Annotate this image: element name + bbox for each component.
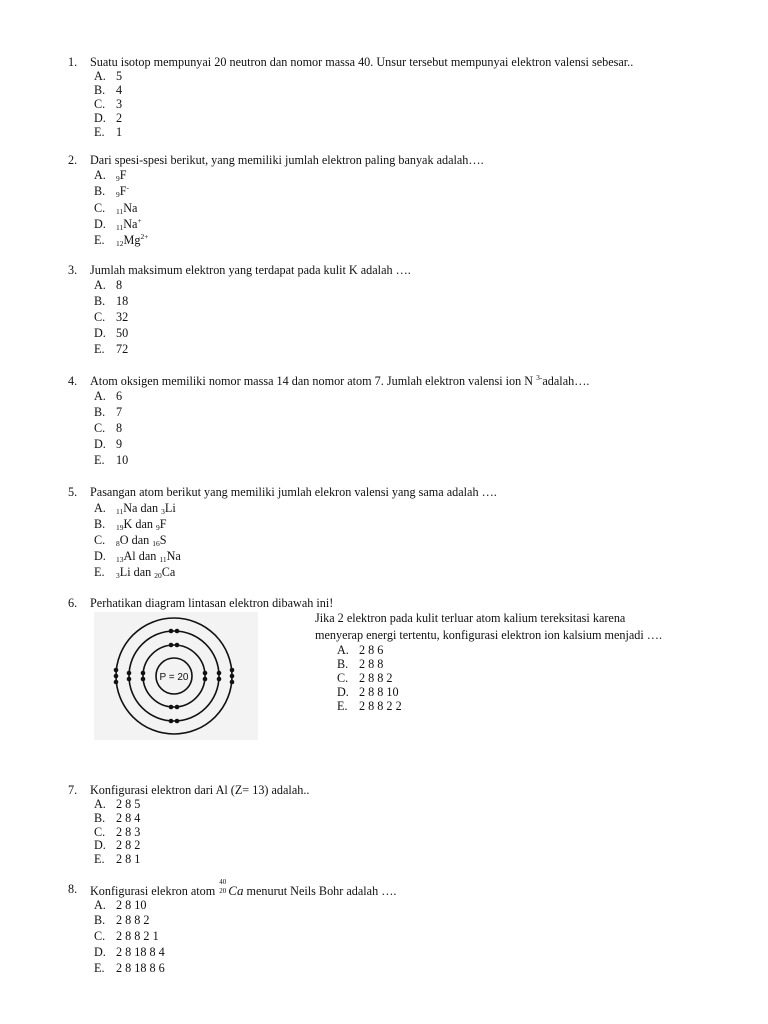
charge: +	[137, 216, 142, 225]
question-text-main: Konfigurasi elekron atom	[90, 884, 216, 898]
option-text: 50	[116, 326, 129, 340]
option-text: 1	[116, 125, 123, 139]
electron	[114, 680, 119, 685]
element-symbol: K	[123, 517, 133, 531]
option-letter: E.	[94, 565, 105, 579]
option-letter: B.	[94, 913, 106, 927]
electron	[175, 643, 180, 648]
question-text: Perhatikan diagram lintasan elektron dibawah ini!	[90, 596, 334, 610]
electron	[230, 668, 235, 673]
question-text: Dari spesi-spesi berikut, yang memiliki jumlah elektron paling banyak adalah….	[90, 153, 484, 167]
option-letter: C.	[94, 533, 106, 547]
option-text: 2 8 4	[116, 811, 141, 825]
option-letter: B.	[337, 657, 349, 671]
element-symbol: O	[119, 533, 129, 547]
atomic-number: 20	[219, 887, 227, 895]
option-text: 18	[116, 294, 129, 308]
electron	[230, 680, 235, 685]
atomic-number: 11	[116, 207, 124, 216]
atomic-number: 16	[152, 539, 160, 548]
electron	[127, 671, 132, 676]
electron	[114, 668, 119, 673]
element-symbol: F	[119, 168, 127, 182]
option-species	[116, 202, 137, 214]
conjunction: dan	[140, 501, 159, 515]
option-letter: A.	[94, 797, 106, 811]
option-letter: E.	[94, 342, 105, 356]
option-letter: C.	[94, 310, 106, 324]
option-text: 3	[116, 97, 123, 111]
option-letter: A.	[94, 278, 106, 292]
option-text: 2 8 1	[116, 852, 141, 866]
option-text: 9	[116, 437, 123, 451]
atomic-number: 9	[116, 190, 120, 199]
question-text: Suatu isotop mempunyai 20 neutron dan nomor massa 40. Unsur tersebut mempunyai elektron valensi sebesar..	[90, 55, 634, 69]
electron	[169, 643, 174, 648]
question-text-main: Atom oksigen memiliki nomor massa 14 dan nomor atom 7. Jumlah elektron valensi ion N	[90, 374, 534, 388]
atomic-number: 13	[116, 555, 124, 564]
question-text-end: adalah….	[542, 374, 590, 388]
option-pair	[116, 534, 167, 546]
option-letter: D.	[337, 685, 349, 699]
option-text: 2 8 18 8 6	[116, 961, 165, 975]
electron	[175, 719, 180, 724]
element-symbol: F	[159, 517, 167, 531]
conjunction: dan	[135, 517, 153, 531]
option-pair	[116, 550, 181, 562]
option-text: 72	[116, 342, 129, 356]
question-side-text: Jika 2 elektron pada kulit terluar atom kalium tereksitasi karena	[315, 611, 626, 625]
electron	[217, 671, 222, 676]
option-text: 2 8 8 2	[116, 913, 150, 927]
conjunction: dan	[138, 549, 157, 563]
option-letter: A.	[337, 643, 349, 657]
mass-number: 40	[219, 878, 227, 886]
option-letter: B.	[94, 811, 106, 825]
element-symbol: Mg	[123, 233, 141, 247]
atomic-number: 20	[154, 571, 162, 580]
option-letter: D.	[94, 326, 106, 340]
electron	[169, 719, 174, 724]
option-letter: A.	[94, 501, 106, 515]
atomic-number: 11	[116, 223, 124, 232]
electron	[169, 629, 174, 634]
option-text: 2 8 8 2 2	[359, 699, 402, 713]
question-text: Pasangan atom berikut yang memiliki jumlah elekron valensi yang sama adalah ….	[90, 485, 497, 499]
option-text: 5	[116, 69, 123, 83]
atomic-number: 19	[116, 523, 124, 532]
option-letter: E.	[337, 699, 348, 713]
question-side-text: menyerap energi tertentu, konfigurasi elektron ion kalsium menjadi ….	[315, 628, 663, 642]
option-text: 2	[116, 111, 123, 125]
electron	[141, 671, 146, 676]
ion-charge: 3-	[536, 373, 543, 382]
option-text: 2 8 8	[359, 657, 384, 671]
atomic-number: 11	[116, 507, 124, 516]
element-symbol: Li	[164, 501, 176, 515]
option-text: 8	[116, 421, 123, 435]
nucleus-label: P = 20	[159, 672, 189, 683]
question-number: 2.	[68, 153, 78, 167]
option-letter: D.	[94, 549, 106, 563]
option-letter: C.	[94, 929, 106, 943]
question-text	[90, 375, 589, 387]
option-pair	[116, 566, 175, 578]
atomic-number: 9	[156, 523, 160, 532]
option-letter: E.	[94, 453, 105, 467]
question-text	[90, 878, 397, 898]
option-letter: C.	[94, 201, 106, 215]
option-text: 2 8 8 2 1	[116, 929, 159, 943]
isotope-notation	[218, 878, 228, 897]
atomic-number: 11	[159, 555, 167, 564]
option-letter: B.	[94, 294, 106, 308]
question-number: 3.	[68, 263, 78, 277]
option-text: 4	[116, 83, 123, 97]
option-pair	[116, 502, 176, 514]
question-number: 6.	[68, 596, 78, 610]
option-letter: D.	[94, 217, 106, 231]
element-symbol: Ca	[161, 565, 176, 579]
option-pair	[116, 518, 167, 530]
question-number: 4.	[68, 374, 78, 388]
electron-shell-diagram	[94, 612, 258, 740]
option-letter: E.	[94, 233, 105, 247]
option-text: 2 8 10	[116, 898, 147, 912]
option-letter: C.	[94, 421, 106, 435]
option-letter: C.	[94, 97, 106, 111]
option-letter: C.	[94, 825, 106, 839]
option-text: 2 8 18 8 4	[116, 945, 165, 959]
element-symbol: S	[159, 533, 167, 547]
electron	[169, 705, 174, 710]
option-letter: D.	[94, 111, 106, 125]
option-letter: B.	[94, 405, 106, 419]
electron	[175, 629, 180, 634]
atomic-number: 3	[161, 507, 165, 516]
question-number: 8.	[68, 882, 78, 896]
option-text: 2 8 5	[116, 797, 141, 811]
electron	[141, 677, 146, 682]
option-text: 32	[116, 310, 129, 324]
option-species	[116, 218, 142, 230]
element-symbol: F	[119, 184, 127, 198]
atomic-number: 8	[116, 539, 120, 548]
option-letter: D.	[94, 945, 106, 959]
electron	[114, 674, 119, 679]
option-letter: E.	[94, 852, 105, 866]
element-symbol: Li	[119, 565, 131, 579]
atomic-number: 3	[116, 571, 120, 580]
question-text-end: menurut Neils Bohr adalah ….	[246, 884, 397, 898]
option-letter: C.	[337, 671, 349, 685]
question-number: 7.	[68, 783, 78, 797]
option-text: 2 8 3	[116, 825, 141, 839]
option-text: 10	[116, 453, 129, 467]
element-symbol: Na	[123, 217, 138, 231]
option-text: 8	[116, 278, 123, 292]
option-text: 2 8 8 2	[359, 671, 393, 685]
atomic-number: 12	[116, 239, 124, 248]
option-text: 2 8 6	[359, 643, 384, 657]
option-text: 2 8 8 10	[359, 685, 399, 699]
electron	[127, 677, 132, 682]
question-number: 5.	[68, 485, 78, 499]
option-species	[116, 185, 129, 197]
charge: -	[126, 183, 130, 192]
element-symbol: Na	[123, 201, 138, 215]
option-letter: A.	[94, 389, 106, 403]
question-number: 1.	[68, 55, 78, 69]
option-letter: E.	[94, 961, 105, 975]
atomic-number: 9	[116, 174, 120, 183]
bohr-model-svg	[94, 612, 258, 740]
option-letter: D.	[94, 437, 106, 451]
option-letter: B.	[94, 184, 106, 198]
option-letter: A.	[94, 168, 106, 182]
electron	[203, 671, 208, 676]
conjunction: dan	[133, 565, 152, 579]
option-letter: B.	[94, 517, 106, 531]
question-text: Konfigurasi elektron dari Al (Z= 13) adalah..	[90, 783, 310, 797]
option-letter: D.	[94, 838, 106, 852]
option-letter: E.	[94, 125, 105, 139]
electron	[230, 674, 235, 679]
element-symbol: Na	[123, 501, 138, 515]
option-letter: A.	[94, 898, 106, 912]
element-symbol: Na	[166, 549, 181, 563]
conjunction: dan	[131, 533, 150, 547]
option-text: 6	[116, 389, 123, 403]
option-species	[116, 169, 127, 181]
electron	[217, 677, 222, 682]
option-letter: A.	[94, 69, 106, 83]
electron	[175, 705, 180, 710]
element-symbol: Ca	[228, 883, 244, 898]
electron	[203, 677, 208, 682]
question-text: Jumlah maksimum elektron yang terdapat pada kulit K adalah ….	[90, 263, 411, 277]
option-letter: B.	[94, 83, 106, 97]
charge: 2+	[140, 232, 149, 241]
option-species	[116, 234, 148, 246]
option-text: 7	[116, 405, 123, 419]
element-symbol: Al	[123, 549, 136, 563]
option-text: 2 8 2	[116, 838, 141, 852]
